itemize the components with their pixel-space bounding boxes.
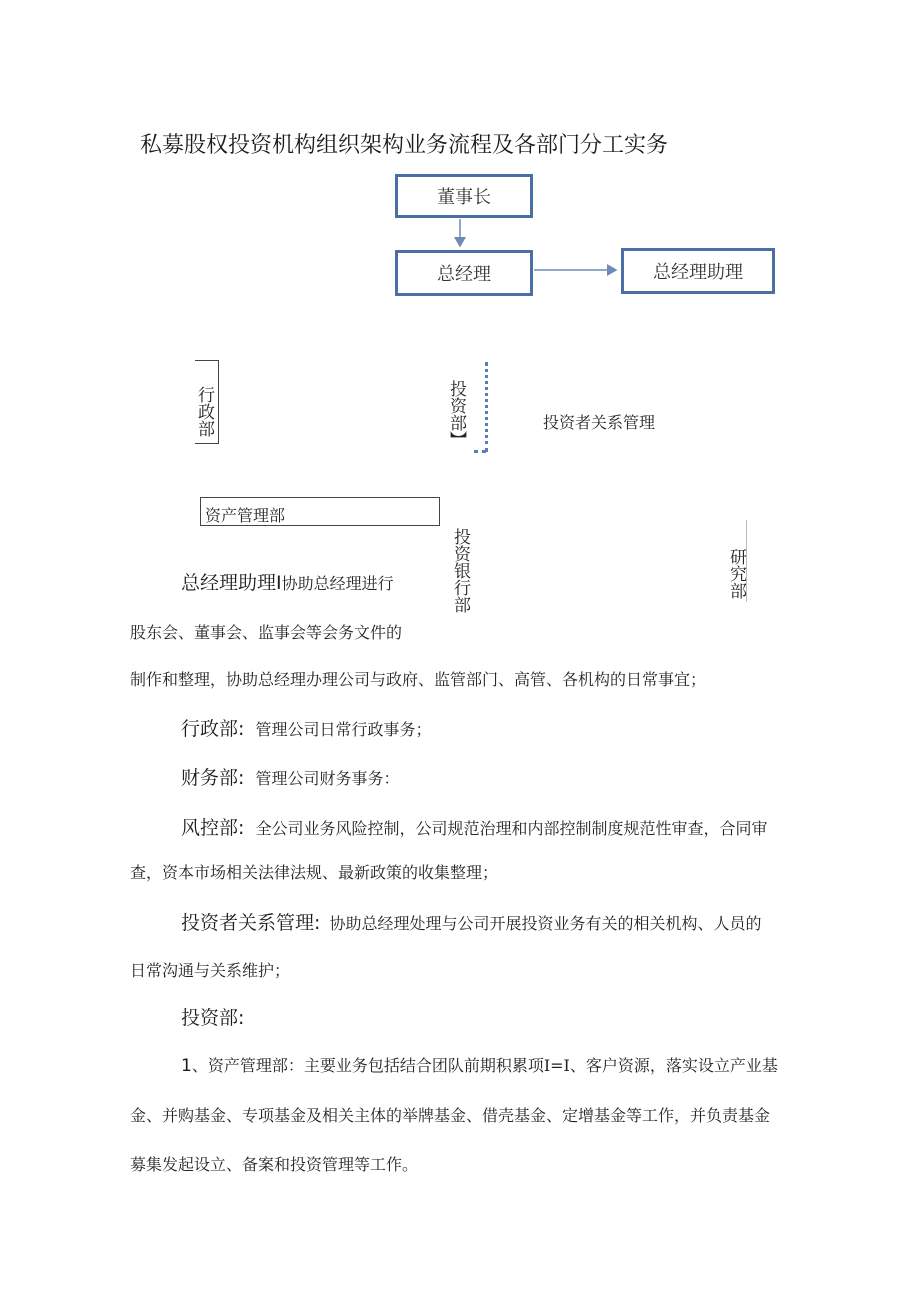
risk-section	[181, 813, 768, 840]
asset-text-1: 、资产管理部：主要业务包括结合团队前期积累项I=I、客户资源，落实设立产业基	[191, 1056, 778, 1075]
gm-assistant-section	[181, 568, 394, 595]
risk-text-1: 全公司业务风险控制，公司规范治理和内部控制制度规范性审查，合同审	[255, 819, 768, 838]
ir-section	[181, 908, 762, 935]
risk-heading: 风控部:	[181, 817, 245, 839]
admin-section	[181, 714, 432, 741]
org-connectors	[0, 0, 920, 320]
invest-heading: 投资部:	[181, 1007, 245, 1029]
invest-dept-dotted-line	[485, 362, 488, 452]
page-title: 私募股权投资机构组织架构业务流程及各部门分工实务	[140, 133, 669, 158]
gm-assistant-heading: 总经理助理I	[181, 572, 282, 594]
ir-heading: 投资者关系管理:	[181, 912, 321, 934]
admin-dept-label: 行政部	[194, 386, 214, 437]
investor-relations-label: 投资者关系管理	[543, 413, 656, 432]
gm-assistant-text-1: 协助总经理进行	[281, 574, 394, 593]
admin-text: 管理公司日常行政事务；	[255, 720, 432, 739]
ir-text-1: 协助总经理处理与公司开展投资业务有关的相关机构、人员的	[329, 914, 762, 933]
asset-section	[181, 1053, 778, 1076]
gm-assistant-label: 总经理助理	[653, 262, 743, 283]
research-label: 研究部	[726, 548, 746, 599]
research-box-edge	[746, 520, 747, 602]
risk-text-2: 查，资本市场相关法律法规、最新政策的收集整理；	[130, 863, 499, 882]
asset-text-2: 金、并购基金、专项基金及相关主体的举牌基金、借壳基金、定增基金等工作，并负责基金	[130, 1106, 771, 1125]
invest-dept-dotted-line-bottom	[474, 450, 486, 453]
admin-heading: 行政部:	[181, 718, 245, 740]
finance-text: 管理公司财务事务：	[255, 769, 400, 788]
chairman-label: 董事长	[437, 187, 491, 208]
gm-assistant-text-3: 制作和整理，协助总经理办理公司与政府、监管部门、高管、各机构的日常事宜；	[130, 670, 707, 689]
invest-bank-label: 投资银行部	[450, 528, 470, 613]
asset-number: 1	[181, 1056, 192, 1076]
asset-mgmt-label: 资产管理部	[205, 506, 286, 525]
ir-text-2: 日常沟通与关系维护；	[130, 961, 291, 980]
invest-dept-label: 投资部】	[446, 380, 466, 448]
finance-heading: 财务部:	[181, 767, 245, 789]
gm-assistant-text-2: 股东会、董事会、监事会等会务文件的	[130, 623, 403, 642]
gm-label: 总经理	[437, 264, 491, 285]
asset-text-3: 募集发起设立、备案和投资管理等工作。	[130, 1155, 419, 1174]
finance-section	[181, 763, 400, 790]
